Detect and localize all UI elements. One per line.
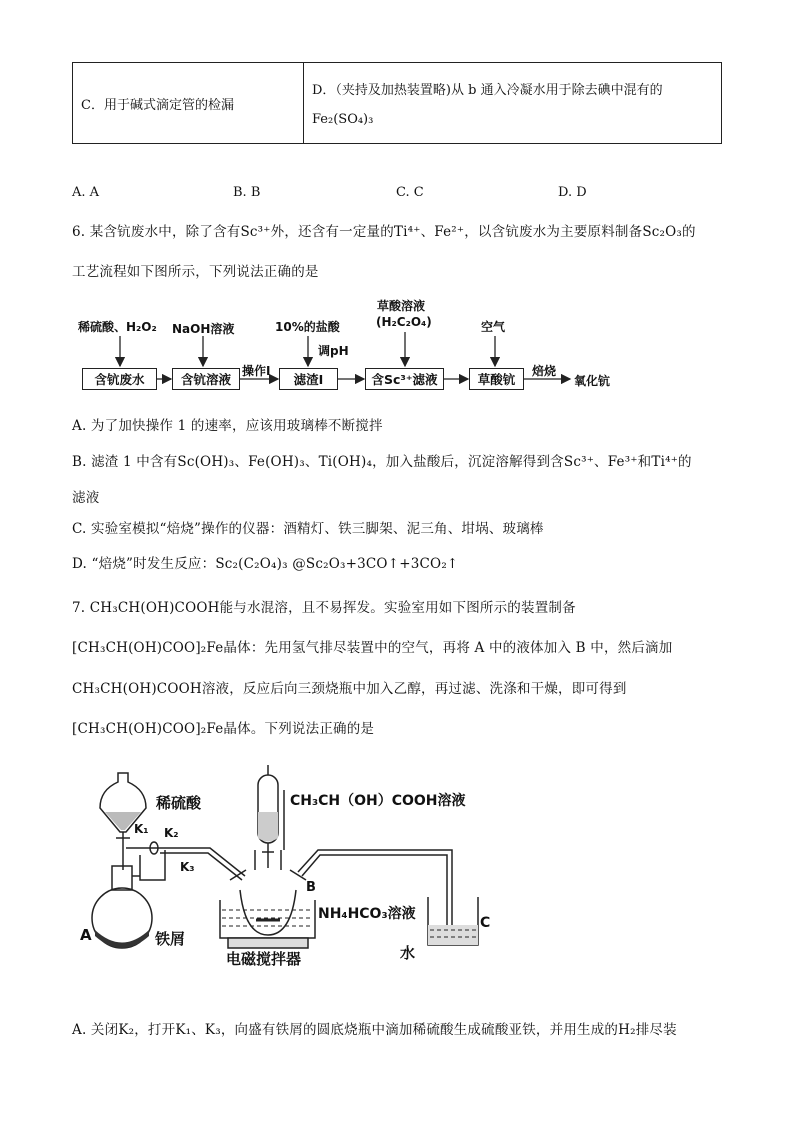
reagent-dilute-h2so4-h2o2: 稀硫酸、H₂O₂ [78, 320, 157, 334]
box-scandium-oxalate: 草酸钪 [469, 368, 524, 390]
q6-stem-line1: 6. 某含钪废水中，除了含有Sc³⁺外，还含有一定量的Ti⁴⁺、Fe²⁺，以含钪废水为主要原料制备Sc₂O₃的 [72, 224, 696, 240]
adjust-ph-label: 调pH [318, 344, 349, 358]
reagent-oxalic-acid: 草酸溶液 [377, 299, 426, 313]
q6-option-b-line2: 滤液 [72, 490, 100, 506]
answer-c: C. C [396, 185, 424, 200]
product-scandium-oxide: 氧化钪 [574, 374, 611, 388]
option-d-formula: Fe₂(SO₄)₃ [312, 112, 374, 127]
box-filter-residue: 滤渣Ⅰ [279, 368, 338, 390]
label-b: B [306, 880, 316, 895]
q7-stem-line1: 7. CH₃CH(OH)COOH能与水混溶，且不易挥发。实验室用如下图所示的装置制备 [72, 600, 576, 616]
label-nh4hco3-solution: NH₄HCO₃溶液 [318, 906, 416, 922]
reagent-naoh: NaOH溶液 [172, 322, 235, 336]
q7-stem-line2: [CH₃CH(OH)COO]₂Fe晶体：先用氢气排尽装置中的空气，再将 A 中的液体加入 B 中，然后滴加 [72, 640, 673, 656]
label-k3: K₃ [180, 860, 195, 874]
label-a: A [80, 926, 92, 944]
q6-option-a: A. 为了加快操作 1 的速率，应该用玻璃棒不断搅拌 [72, 418, 383, 434]
label-k2: K₂ [164, 826, 179, 840]
magnetic-stirrer-base [228, 938, 308, 948]
operation-1-label: 操作Ⅰ [242, 364, 271, 378]
label-dilute-sulfuric-acid: 稀硫酸 [156, 794, 202, 812]
label-k1: K₁ [134, 822, 149, 836]
box-sc-filtrate: 含Sc³⁺滤液 [365, 368, 444, 390]
box-scandium-solution: 含钪溶液 [172, 368, 240, 390]
answer-b: B. B [233, 185, 261, 200]
answer-a: A. A [72, 185, 100, 200]
box-scandium-wastewater: 含钪废水 [82, 368, 157, 390]
q6-option-d: D. “焙烧”时发生反应：Sc₂(C₂O₄)₃ @Sc₂O₃+3CO↑+3CO₂↑ [72, 556, 459, 572]
reagent-oxalic-formula: (H₂C₂O₄) [376, 315, 432, 329]
q7-stem-line3: CH₃CH(OH)COOH溶液，反应后向三颈烧瓶中加入乙醇，再过滤、洗涤和干燥，即可得到 [72, 681, 627, 697]
answer-d: D. D [558, 185, 587, 200]
q7-stem-line4: [CH₃CH(OH)COO]₂Fe晶体。下列说法正确的是 [72, 721, 375, 737]
label-lactic-acid-solution: CH₃CH（OH）COOH溶液 [290, 793, 466, 809]
roasting-label: 焙烧 [532, 364, 557, 378]
reagent-air: 空气 [481, 320, 506, 334]
option-c-text: C．用于碱式滴定管的检漏 [81, 97, 234, 113]
label-water: 水 [400, 944, 416, 962]
q6-stem-line2: 工艺流程如下图所示，下列说法正确的是 [72, 264, 319, 280]
q6-option-b-line1: B. 滤渣 1 中含有Sc(OH)₃、Fe(OH)₃、Ti(OH)₄，加入盐酸后，沉淀溶解得到含Sc³⁺、Fe³⁺和Ti⁴⁺的 [72, 454, 692, 470]
label-iron-filings: 铁屑 [155, 930, 186, 948]
option-d-text: D．（夹持及加热装置略)从 b 通入冷凝水用于除去碘中混有的 [312, 83, 663, 98]
q6-option-c: C. 实验室模拟“焙烧”操作的仪器：酒精灯、铁三脚架、泥三角、坩埚、玻璃棒 [72, 521, 544, 537]
q7-option-a: A. 关闭K₂，打开K₁、K₃，向盛有铁屑的圆底烧瓶中滴加稀硫酸生成硫酸亚铁，并用生成的H₂排尽装 [72, 1022, 677, 1038]
three-neck-flask-b [240, 890, 296, 935]
label-c: C [480, 915, 491, 931]
reagent-hcl: 10%的盐酸 [275, 320, 340, 334]
label-magnetic-stirrer: 电磁搅拌器 [226, 950, 302, 968]
